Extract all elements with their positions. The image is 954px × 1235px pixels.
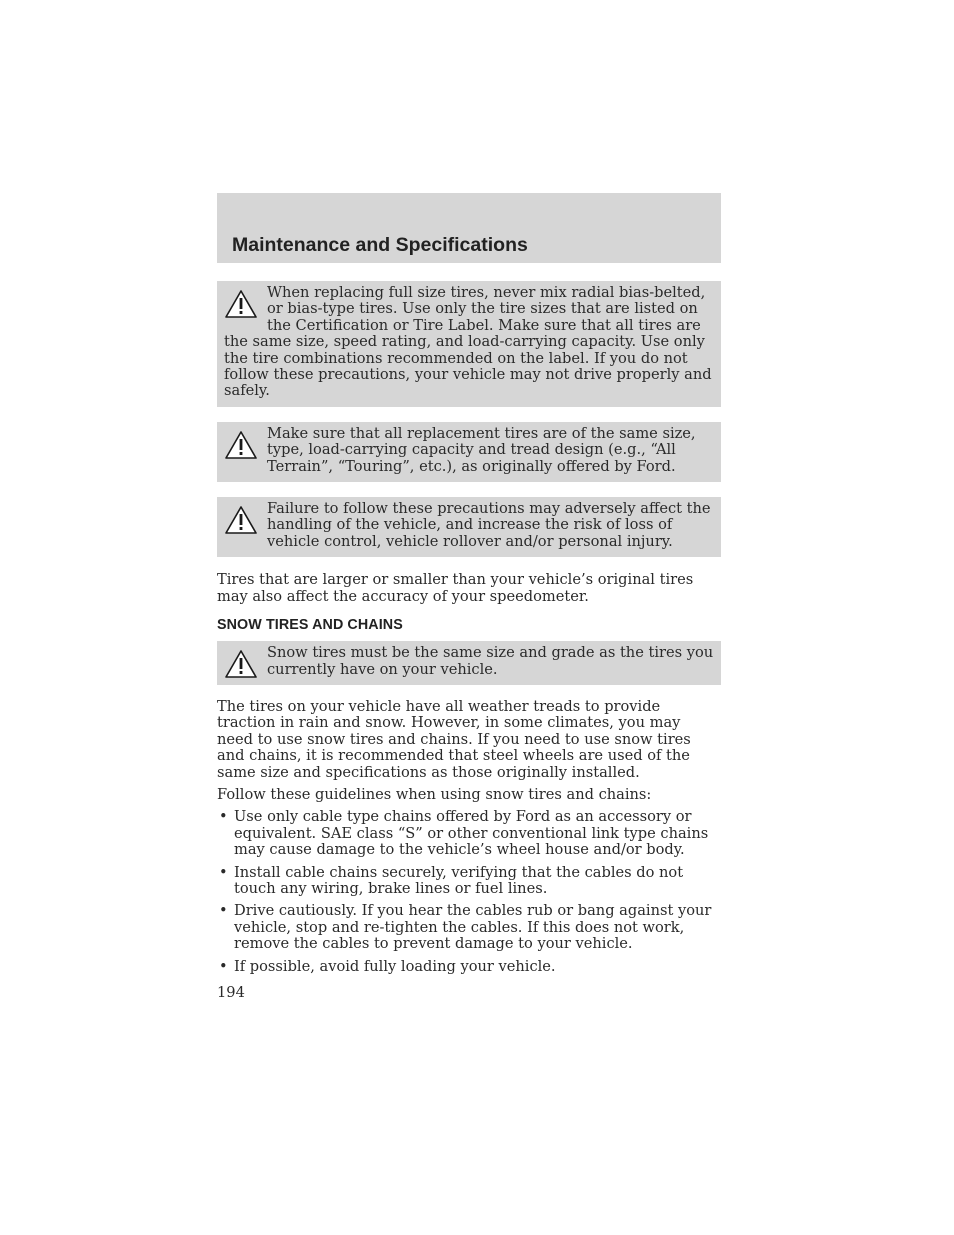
list-item xyxy=(217,959,721,975)
bullet-icon: • xyxy=(219,808,228,826)
page-column xyxy=(217,193,721,1001)
warning-box-precautions xyxy=(217,497,721,557)
warning-triangle-icon xyxy=(224,649,258,679)
warning-triangle-icon xyxy=(224,505,258,535)
guidelines-intro: Follow these guidelines when using snow tires and chains: xyxy=(217,785,652,803)
list-item-text: If possible, avoid fully loading your vehicle. xyxy=(234,957,556,975)
warning-box-replacement-tires xyxy=(217,422,721,482)
warning-text: Failure to follow these precautions may adversely affect the handling of the vehicle, and increase the risk of loss of vehicle control, vehicle rollover and/or personal injury. xyxy=(267,500,711,550)
list-item-text: Drive cautiously. If you hear the cables rub or bang against your vehicle, stop and re-tighten the cables. If this does not work, remove the cables to prevent damage to your vehicle. xyxy=(234,902,712,953)
bullet-icon: • xyxy=(219,902,228,920)
bullet-icon: • xyxy=(219,957,228,975)
warning-triangle-icon xyxy=(224,289,258,319)
section-heading: SNOW TIRES AND CHAINS xyxy=(217,617,403,634)
list-item-text: Install cable chains securely, verifying that the cables do not touch any wiring, brake lines or fuel lines. xyxy=(234,863,684,897)
page-title: Maintenance and Specifications xyxy=(232,234,528,256)
warning-text: Snow tires must be the same size and grade as the tires you currently have on your vehicle. xyxy=(267,644,714,678)
guidelines-list xyxy=(217,809,721,975)
snow-paragraph: The tires on your vehicle have all weather treads to provide traction in rain and snow. However, in some climates, you may need to use snow tires and chains. If you need to use snow tires and chains, it is recommended that steel wheels are used of the same size and specifications as those originally installed. xyxy=(217,697,691,781)
warning-triangle-icon xyxy=(224,430,258,460)
list-item xyxy=(217,865,721,898)
page-number: 194 xyxy=(217,984,245,1001)
warning-text: When replacing full size tires, never mix radial bias-belted, or bias-type tires. Use only the tire sizes that are listed on the Certification or Tire Label. Make sure that all tires are the same size, speed rating, and load-carrying capacity. Use only the tire combinations recommended on the label. If you do not follow these precautions, your vehicle may not drive properly and safely. xyxy=(224,284,712,400)
bullet-icon: • xyxy=(219,863,228,881)
list-item xyxy=(217,903,721,952)
list-item xyxy=(217,809,721,858)
warning-box-snow-tires xyxy=(217,641,721,685)
speedometer-note: Tires that are larger or smaller than your vehicle’s original tires may also affect the accuracy of your speedometer. xyxy=(217,571,694,605)
warning-box-tire-mixing xyxy=(217,281,721,407)
warning-text: Make sure that all replacement tires are of the same size, type, load-carrying capacity and tread design (e.g., “All Terrain”, “Touring”, etc.), as originally offered by Ford. xyxy=(267,424,696,475)
list-item-text: Use only cable type chains offered by Ford as an accessory or equivalent. SAE class “S” or other conventional link type chains may cause damage to the vehicle’s wheel house and/or body. xyxy=(234,808,709,859)
section-header-band xyxy=(217,193,721,263)
